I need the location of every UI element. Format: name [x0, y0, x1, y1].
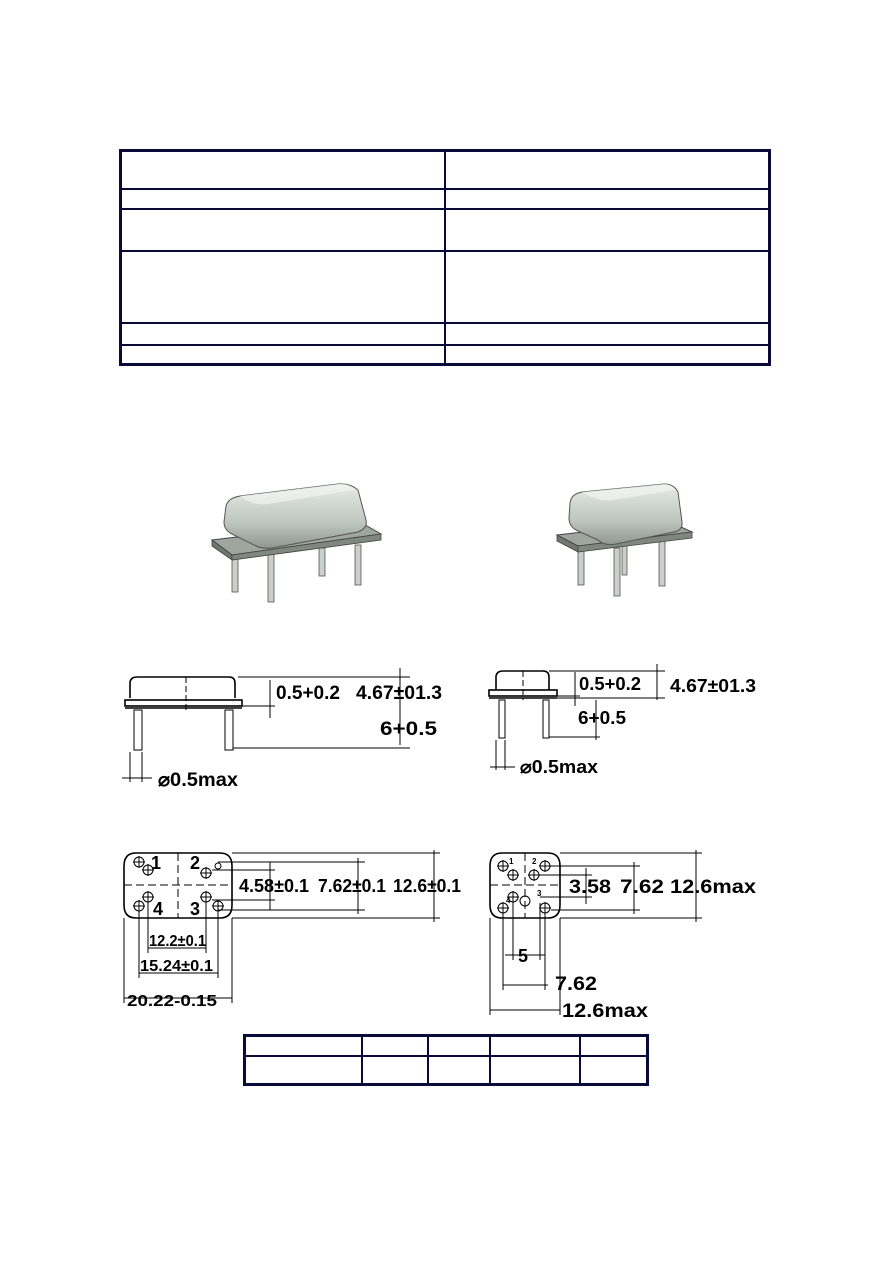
dim-label: 0.5+0.2 — [276, 683, 340, 704]
dim-label: 5 — [518, 946, 529, 966]
pin-number: 2 — [532, 857, 537, 866]
dim-label: 6+0.5 — [380, 719, 438, 740]
pin-number: 2 — [190, 853, 201, 873]
pin-number: 4 — [506, 896, 511, 905]
dim-label: 12.6max — [562, 1001, 649, 1022]
dim-label: 3.58 — [569, 877, 611, 898]
dim-label: 7.62 — [620, 877, 664, 898]
dim-label: 15.24±0.1 — [140, 958, 214, 975]
dim-label: ⌀0.5max — [158, 770, 239, 791]
dim-label: 12.2±0.1 — [149, 933, 207, 950]
pin-number: 1 — [151, 853, 162, 873]
pin-number: 3 — [190, 899, 201, 919]
top-view-full — [124, 850, 440, 1003]
oscillator-3d-half — [557, 484, 692, 596]
pin-number: 4 — [153, 899, 164, 919]
dim-label: 7.62 — [555, 974, 597, 995]
dim-label: 20.22-0.15 — [127, 993, 218, 1010]
dim-label: 12.6max — [670, 877, 757, 898]
dim-label: ⌀0.5max — [520, 757, 598, 777]
dim-label: 12.6±0.1 — [393, 876, 461, 896]
dim-label: 7.62±0.1 — [318, 876, 386, 896]
dim-label: 6+0.5 — [578, 708, 626, 728]
dim-label: 0.5+0.2 — [579, 674, 641, 694]
dim-label: 4.67±01.3 — [356, 683, 442, 704]
pin-number: 3 — [537, 889, 542, 898]
oscillator-3d-full — [212, 484, 381, 602]
dim-label: 4.58±0.1 — [239, 876, 309, 896]
dim-label: 4.67±01.3 — [670, 676, 756, 696]
pin-number: 1 — [509, 857, 514, 866]
